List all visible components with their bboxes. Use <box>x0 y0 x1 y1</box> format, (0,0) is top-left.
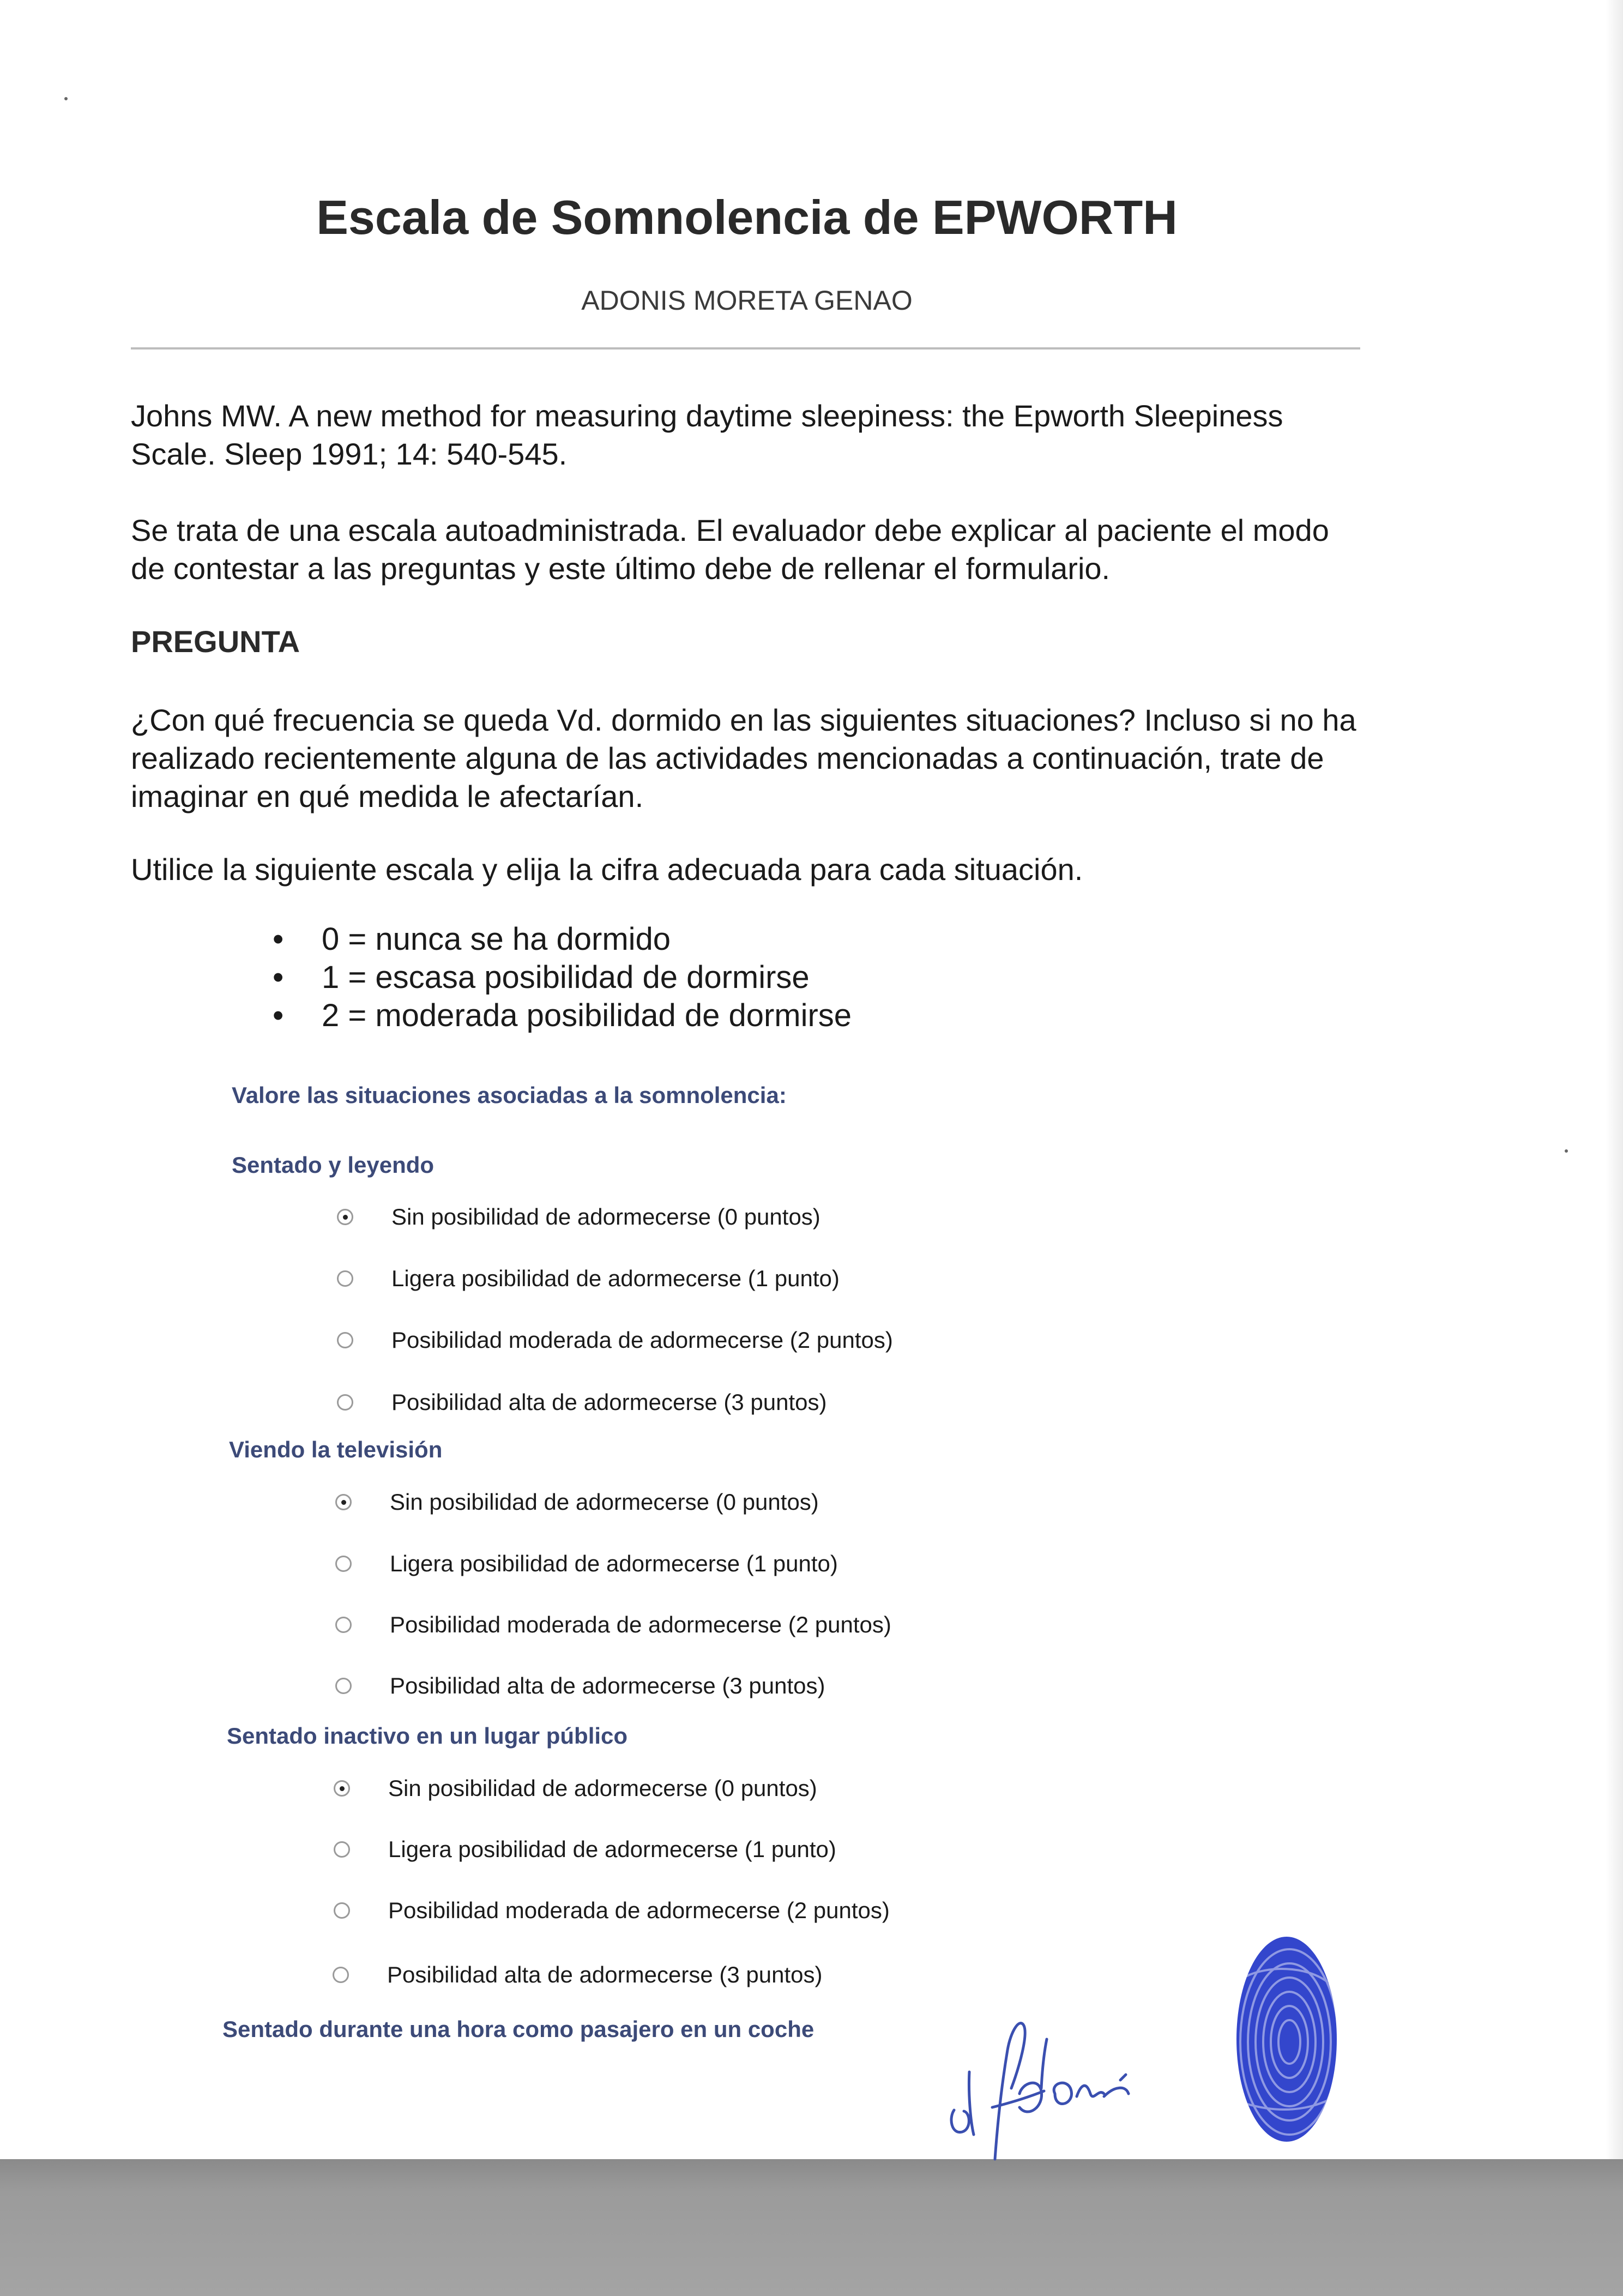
radio-button[interactable] <box>335 1617 352 1633</box>
option-label: Posibilidad alta de adormecerse (3 puntos) <box>391 1389 827 1415</box>
radio-button[interactable] <box>337 1270 353 1287</box>
radio-button[interactable] <box>335 1678 352 1694</box>
option-label: Posibilidad alta de adormecerse (3 puntos) <box>390 1673 825 1698</box>
author-name: ADONIS MORETA GENAO <box>581 285 913 316</box>
radio-button[interactable] <box>337 1332 353 1348</box>
fingerprint-mark <box>1229 1933 1344 2146</box>
option-row[interactable] <box>333 1958 822 1991</box>
radio-button[interactable] <box>335 1494 352 1510</box>
form-intro: Valore las situaciones asociadas a la somnolencia: <box>232 1082 787 1108</box>
instructions-text: Se trata de una escala autoadministrada. El evaluador debe explicar al paciente el modo de contestar a las preguntas y este último debe de rellenar el formulario. <box>131 513 1329 586</box>
section-title-sentado-leyendo: Sentado y leyendo <box>232 1152 435 1178</box>
option-label: Ligera posibilidad de adormecerse (1 punto) <box>390 1551 838 1576</box>
radio-button[interactable] <box>334 1902 350 1919</box>
header-divider <box>131 347 1360 349</box>
option-label: Sin posibilidad de adormecerse (0 puntos) <box>388 1775 817 1801</box>
scale-item <box>267 959 852 997</box>
option-label: Posibilidad alta de adormecerse (3 puntos) <box>387 1962 823 1987</box>
bullet-icon: • <box>273 998 284 1033</box>
option-label: Posibilidad moderada de adormecerse (2 puntos) <box>388 1897 890 1923</box>
option-label: Ligera posibilidad de adormecerse (1 punto) <box>391 1265 840 1291</box>
section-title-pasajero-coche: Sentado durante una hora como pasajero en un coche <box>222 2016 814 2042</box>
option-row[interactable] <box>334 1772 817 1805</box>
bullet-icon: • <box>273 960 284 995</box>
radio-button[interactable] <box>335 1556 352 1572</box>
scale-list <box>267 920 852 1035</box>
radio-button[interactable] <box>334 1780 350 1797</box>
scan-speck <box>64 97 68 100</box>
option-label: Posibilidad moderada de adormecerse (2 puntos) <box>391 1327 893 1353</box>
question-heading: PREGUNTA <box>131 624 300 659</box>
bullet-icon: • <box>273 921 284 957</box>
scale-intro: Utilice la siguiente escala y elija la cifra adecuada para cada situación. <box>131 852 1083 887</box>
section-title-viendo-television: Viendo la televisión <box>229 1437 443 1462</box>
option-row[interactable] <box>334 1894 890 1927</box>
option-row[interactable] <box>335 1547 838 1580</box>
option-label: Ligera posibilidad de adormecerse (1 punto) <box>388 1836 836 1862</box>
option-row[interactable] <box>337 1386 826 1419</box>
radio-button[interactable] <box>337 1209 353 1225</box>
option-label: Sin posibilidad de adormecerse (0 puntos) <box>391 1204 820 1230</box>
section-title-lugar-publico: Sentado inactivo en un lugar público <box>227 1723 628 1749</box>
radio-button[interactable] <box>334 1841 350 1858</box>
citation-text: Johns MW. A new method for measuring daytime sleepiness: the Epworth Sleepiness Scale. Sleep 1991; 14: 540-545. <box>131 399 1283 471</box>
scale-item <box>267 997 852 1035</box>
page-title: Escala de Somnolencia de EPWORTH <box>316 190 1178 244</box>
radio-button[interactable] <box>337 1394 353 1411</box>
paper-edge <box>1606 0 1623 2159</box>
question-text: ¿Con qué frecuencia se queda Vd. dormido en las siguientes situaciones? Incluso si no ha realizado recientemente alguna de las actividades mencionadas a continuación, trate de imaginar en qué medida le afectarían. <box>131 703 1356 813</box>
scale-item-text: 2 = moderada posibilidad de dormirse <box>322 998 852 1033</box>
option-row[interactable] <box>337 1324 893 1357</box>
scan-speck <box>1565 1149 1568 1153</box>
scanner-background <box>0 2159 1623 2296</box>
option-row[interactable] <box>337 1201 820 1233</box>
option-row[interactable] <box>337 1262 840 1295</box>
option-row[interactable] <box>335 1486 819 1518</box>
option-row[interactable] <box>334 1833 836 1866</box>
handwritten-signature <box>938 1985 1221 2165</box>
radio-button[interactable] <box>333 1967 349 1983</box>
scale-item-text: 0 = nunca se ha dormido <box>322 921 671 957</box>
scale-item <box>267 920 852 959</box>
option-row[interactable] <box>335 1670 825 1702</box>
option-label: Posibilidad moderada de adormecerse (2 puntos) <box>390 1612 891 1637</box>
option-row[interactable] <box>335 1608 891 1641</box>
scale-item-text: 1 = escasa posibilidad de dormirse <box>322 960 810 995</box>
option-label: Sin posibilidad de adormecerse (0 puntos) <box>390 1489 819 1515</box>
